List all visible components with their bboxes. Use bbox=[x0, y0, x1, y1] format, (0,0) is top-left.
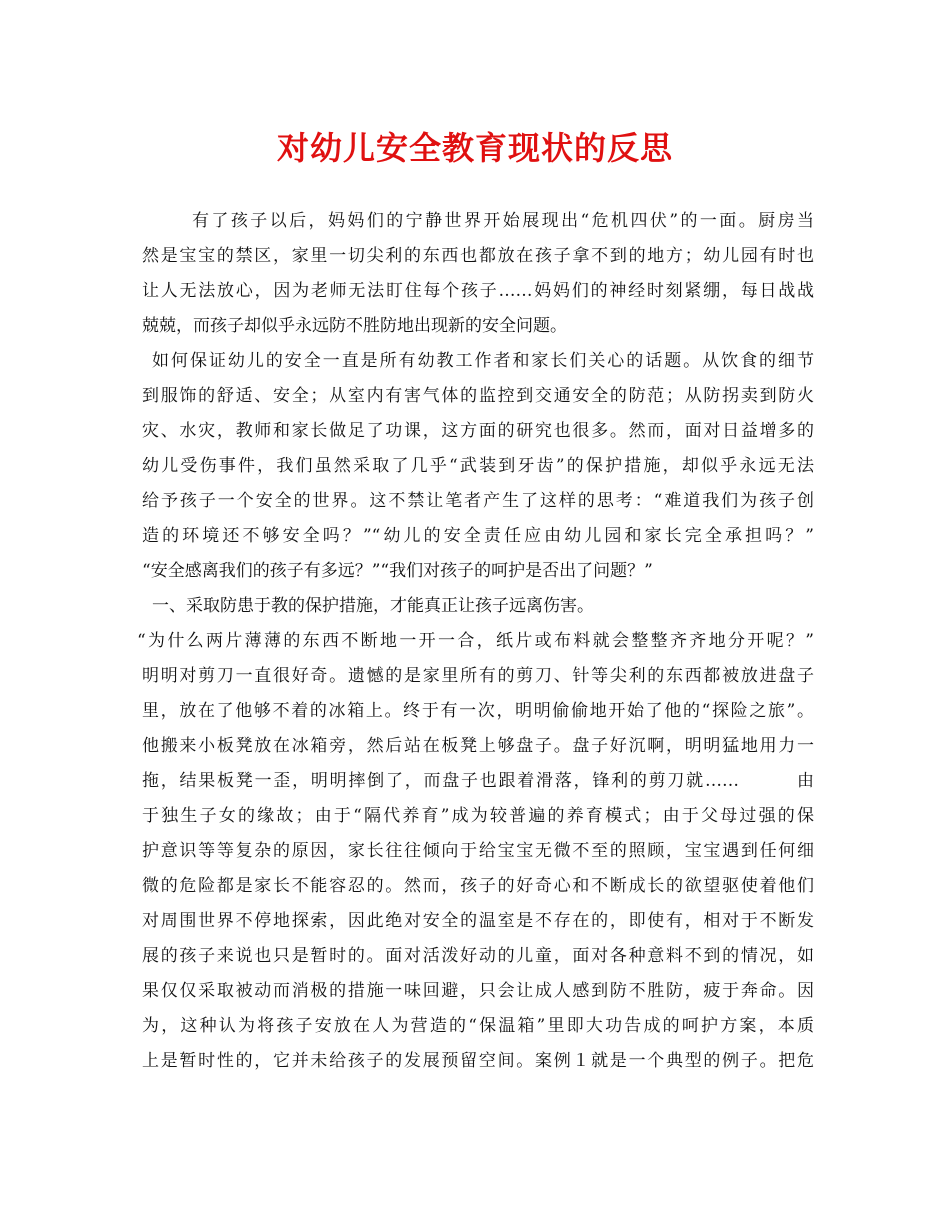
paragraph-line: 果仅仅采取被动而消极的措施一味回避，只会让成人感到防不胜防，疲于奔命。因 bbox=[142, 981, 814, 1001]
section-heading: 一、采取防患于教的保护措施，才能真正让孩子远离伤害。 bbox=[152, 596, 594, 616]
document-body bbox=[137, 204, 814, 1079]
paragraph-line: “为什么两片薄薄的东西不断地一开一合，纸片或布料就会整整齐齐地分开呢？” bbox=[137, 631, 814, 651]
paragraph-line: 展的孩子来说也只是暂时的。面对活泼好动的儿童，面对各种意料不到的情况，如 bbox=[142, 946, 814, 966]
paragraph-line: 拖，结果板凳一歪，明明摔倒了，而盘子也跟着滑落，锋利的剪刀就…… 由 bbox=[142, 771, 814, 791]
paragraph-line: 有了孩子以后，妈妈们的宁静世界开始展现出“危机四伏”的一面。厨房当 bbox=[192, 211, 814, 231]
paragraph-line: 让人无法放心，因为老师无法盯住每个孩子……妈妈们的神经时刻紧绷，每日战战 bbox=[142, 281, 814, 301]
paragraph-line: 造的环境还不够安全吗？”“幼儿的安全责任应由幼儿园和家长完全承担吗？” bbox=[142, 526, 814, 546]
document-title: 对幼儿安全教育现状的反思 bbox=[276, 129, 673, 167]
paragraph-line: 对周围世界不停地探索，因此绝对安全的温室是不存在的，即使有，相对于不断发 bbox=[142, 911, 814, 931]
paragraph-line: 上是暂时性的，它并未给孩子的发展预留空间。案例１就是一个典型的例子。把危 bbox=[142, 1051, 814, 1071]
paragraph-line: 到服饰的舒适、安全；从室内有害气体的监控到交通安全的防范；从防拐卖到防火 bbox=[142, 386, 814, 406]
paragraph-line: 护意识等等复杂的原因，家长往往倾向于给宝宝无微不至的照顾，宝宝遇到任何细 bbox=[142, 841, 814, 861]
paragraph-line: 兢兢，而孩子却似乎永远防不胜防地出现新的安全问题。 bbox=[142, 316, 567, 336]
paragraph-line: 给予孩子一个安全的世界。这不禁让笔者产生了这样的思考：“难道我们为孩子创 bbox=[142, 491, 814, 511]
paragraph-line: 如何保证幼儿的安全一直是所有幼教工作者和家长们关心的话题。从饮食的细节 bbox=[152, 351, 814, 371]
paragraph-line: 明明对剪刀一直很好奇。遗憾的是家里所有的剪刀、针等尖利的东西都被放进盘子 bbox=[142, 666, 814, 686]
paragraph-line: 于独生子女的缘故；由于“隔代养育”成为较普遍的养育模式；由于父母过强的保 bbox=[142, 806, 814, 826]
paragraph-line: 为，这种认为将孩子安放在人为营造的“保温箱”里即大功告成的呵护方案，本质 bbox=[142, 1016, 814, 1036]
paragraph-line: 然是宝宝的禁区，家里一切尖利的东西也都放在孩子拿不到的地方；幼儿园有时也 bbox=[142, 246, 814, 266]
paragraph-line: “安全感离我们的孩子有多远？”“我们对孩子的呵护是否出了问题？” bbox=[142, 561, 653, 581]
paragraph-line: 他搬来小板凳放在冰箱旁，然后站在板凳上够盘子。盘子好沉啊，明明猛地用力一 bbox=[142, 736, 814, 756]
paragraph-line: 里，放在了他够不着的冰箱上。终于有一次，明明偷偷地开始了他的“探险之旅”。 bbox=[142, 701, 814, 721]
paragraph-line: 幼儿受伤事件，我们虽然采取了几乎“武装到牙齿”的保护措施，却似乎永远无法 bbox=[142, 456, 814, 476]
paragraph-line: 微的危险都是家长不能容忍的。然而，孩子的好奇心和不断成长的欲望驱使着他们 bbox=[142, 876, 814, 896]
paragraph-line: 灾、水灾，教师和家长做足了功课，这方面的研究也很多。然而，面对日益增多的 bbox=[142, 421, 814, 441]
